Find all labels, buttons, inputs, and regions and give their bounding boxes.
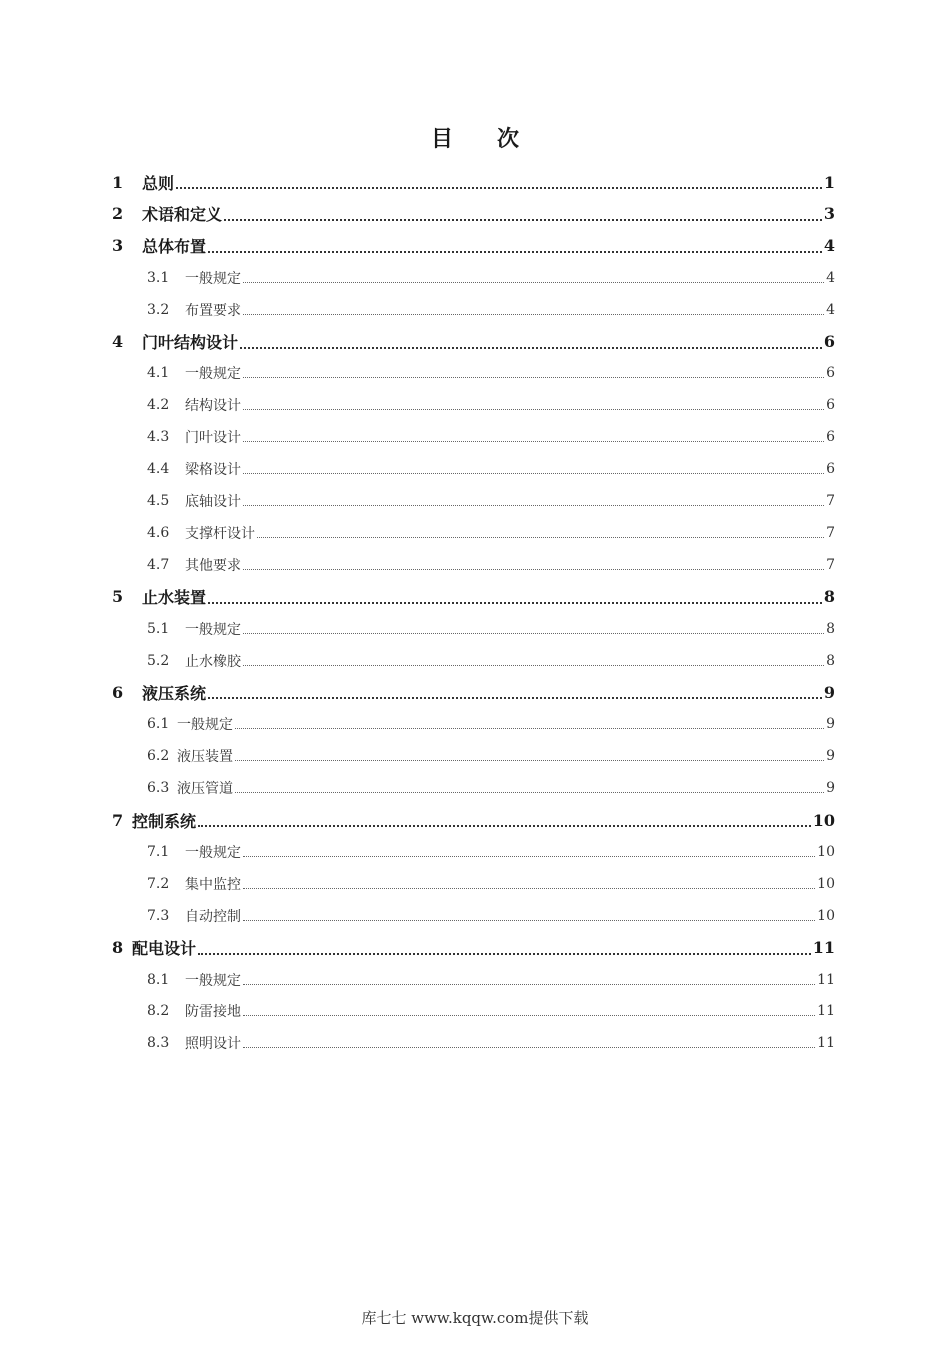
- toc-entry-number: 4.4: [147, 461, 170, 478]
- toc-entry-number: 4.5: [147, 493, 170, 509]
- toc-entry-number: 5.1: [147, 620, 170, 637]
- toc-leader-dots: [198, 953, 811, 955]
- toc-entry: [0, 708, 950, 740]
- toc-entry-number: 7: [112, 810, 124, 830]
- toc-entry: [0, 676, 950, 708]
- toc-entry-title: 液压管道: [177, 781, 233, 798]
- toc-entry-page: 10: [817, 907, 835, 924]
- toc-entry-page: 11: [817, 1003, 835, 1020]
- toc-entry-title: 止水装置: [142, 588, 207, 608]
- toc-entry-page: 9: [823, 682, 835, 702]
- toc-entry: [0, 804, 950, 836]
- toc-entry-number: 4.6: [147, 524, 170, 541]
- toc-entry-number: 3: [112, 236, 124, 256]
- toc-entry-page: 11: [817, 1035, 835, 1052]
- toc-leader-dots: [243, 409, 824, 410]
- toc-entry-number: 4.2: [147, 397, 170, 414]
- toc-entry: [0, 294, 950, 326]
- toc-leader-dots: [243, 888, 815, 889]
- toc-entry-number: 4.1: [147, 365, 170, 382]
- toc-entry-title: 门叶结构设计: [142, 333, 239, 352]
- title-part-1: 目: [430, 126, 453, 152]
- toc-entry-title: 一般规定: [177, 717, 233, 734]
- toc-entry-number: 4.7: [147, 556, 170, 573]
- toc-entry-title: 防雷接地: [185, 1004, 241, 1021]
- toc-entry: [0, 453, 950, 485]
- toc-entry-page: 6: [826, 397, 835, 414]
- toc-entry-title: 一般规定: [185, 972, 241, 989]
- toc-entry-title: 一般规定: [185, 366, 241, 383]
- toc-entry: [0, 198, 950, 230]
- toc-entry-page: 8: [823, 587, 835, 607]
- toc-entry-number: 6.3: [147, 780, 170, 797]
- toc-leader-dots: [235, 760, 824, 761]
- toc-entry-title: 总则: [142, 173, 175, 193]
- toc-entry-page: 7: [826, 524, 835, 541]
- toc-entry-page: 9: [826, 748, 835, 765]
- toc-entry-number: 4.3: [147, 429, 170, 446]
- toc-entry-number: 3.2: [147, 301, 170, 318]
- toc-entry-page: 3: [823, 204, 835, 224]
- toc-entry-page: 11: [812, 938, 835, 958]
- toc-leader-dots: [235, 792, 824, 793]
- toc-leader-dots: [243, 505, 824, 506]
- toc-leader-dots: [224, 219, 822, 221]
- toc-entry: [0, 230, 950, 262]
- toc-leader-dots: [243, 569, 824, 570]
- toc-leader-dots: [243, 1015, 815, 1016]
- toc-entry-title: 底轴设计: [185, 494, 241, 510]
- toc-entry-page: 1: [823, 172, 835, 192]
- toc-leader-dots: [243, 441, 824, 442]
- toc-entry-title: 自动控制: [185, 908, 241, 925]
- toc-entry-number: 5: [112, 587, 124, 607]
- toc-entry-title: 梁格设计: [185, 462, 241, 479]
- toc-entry-page: 6: [826, 461, 835, 478]
- toc-entry-page: 10: [812, 810, 835, 830]
- toc-entry: [0, 549, 950, 581]
- toc-leader-dots: [235, 728, 824, 729]
- page-title: [0, 122, 950, 153]
- toc-leader-dots: [243, 314, 824, 315]
- footer-text: 库七七 www.kqqw.com提供下载: [361, 1309, 589, 1327]
- toc-leader-dots: [208, 697, 822, 699]
- toc-entry-page: 10: [817, 875, 835, 892]
- toc-entry: [0, 389, 950, 421]
- toc-entry: [0, 995, 950, 1027]
- toc-entry: [0, 517, 950, 549]
- toc-entry: [0, 262, 950, 294]
- title-part-2: 次: [497, 126, 520, 152]
- toc-entry-title: 结构设计: [185, 398, 241, 415]
- toc-entry-page: 11: [817, 971, 835, 988]
- toc-leader-dots: [208, 251, 822, 253]
- toc-entry-number: 3.1: [147, 269, 170, 286]
- toc-entry-page: 7: [826, 556, 835, 573]
- toc-entry-number: 1: [112, 172, 124, 192]
- toc-entry-title: 液压装置: [177, 749, 233, 766]
- toc-leader-dots: [240, 347, 822, 349]
- toc-leader-dots: [243, 473, 824, 474]
- toc-entry-number: 4: [112, 332, 124, 351]
- toc-entry-title: 控制系统: [132, 811, 197, 831]
- toc-entry: [0, 357, 950, 389]
- toc-entry-title: 配电设计: [132, 939, 197, 959]
- toc-leader-dots: [243, 920, 815, 921]
- toc-entry: [0, 932, 950, 964]
- toc-leader-dots: [176, 187, 822, 189]
- toc-entry-number: 8.2: [147, 1003, 170, 1020]
- toc-entry: [0, 740, 950, 772]
- toc-entry-page: 9: [826, 780, 835, 797]
- toc-entry-title: 止水橡胶: [185, 653, 241, 670]
- toc-entry-page: 6: [823, 332, 835, 351]
- toc-entry: [0, 836, 950, 868]
- toc-leader-dots: [208, 602, 822, 604]
- toc-entry: [0, 1027, 950, 1059]
- toc-entry-page: 8: [826, 652, 835, 669]
- toc-entry-title: 支撑杆设计: [185, 525, 255, 542]
- toc-entry-page: 6: [826, 365, 835, 382]
- toc-entry-page: 9: [826, 716, 835, 733]
- toc-entry-page: 4: [826, 269, 835, 286]
- toc-entry-number: 5.2: [147, 652, 170, 669]
- toc-entry-title: 集中监控: [185, 876, 241, 893]
- toc-entry-title: 液压系统: [142, 683, 207, 703]
- toc-entry-title: 门叶设计: [185, 430, 241, 447]
- toc-entry-title: 照明设计: [185, 1036, 241, 1053]
- toc-entry-page: 7: [826, 493, 835, 509]
- toc-entry: [0, 485, 950, 517]
- toc-entry: [0, 964, 950, 996]
- toc-leader-dots: [243, 1047, 815, 1048]
- toc-leader-dots: [243, 984, 815, 985]
- toc-entry-page: 6: [826, 429, 835, 446]
- toc-entry-title: 一般规定: [185, 621, 241, 638]
- toc-entry: [0, 326, 950, 358]
- toc-leader-dots: [243, 377, 824, 378]
- toc-entry: [0, 613, 950, 645]
- toc-entry-title: 其他要求: [185, 557, 241, 574]
- toc-entry-page: 4: [823, 236, 835, 256]
- toc-entry-title: 布置要求: [185, 302, 241, 319]
- toc-entry: [0, 166, 950, 198]
- toc-leader-dots: [243, 633, 824, 634]
- toc-entry-number: 6: [112, 682, 124, 702]
- toc-entry-number: 7.3: [147, 907, 170, 924]
- toc-leader-dots: [257, 537, 824, 538]
- toc-entry-number: 6.2: [147, 748, 170, 765]
- toc-entry-page: 4: [826, 301, 835, 318]
- toc-entry-number: 7.1: [147, 843, 170, 860]
- toc-leader-dots: [243, 856, 815, 857]
- toc-entry-title: 总体布置: [142, 237, 207, 257]
- toc-entry-number: 6.1: [147, 716, 170, 733]
- toc-entry-title: 一般规定: [185, 270, 241, 287]
- toc-entry-number: 7.2: [147, 875, 170, 892]
- toc-entry: [0, 900, 950, 932]
- toc-entry: [0, 581, 950, 613]
- toc-leader-dots: [243, 282, 824, 283]
- toc-leader-dots: [198, 825, 811, 827]
- toc-entry-page: 8: [826, 620, 835, 637]
- toc-leader-dots: [243, 665, 824, 666]
- toc-entry-number: 8: [112, 938, 124, 958]
- toc-entry-page: 10: [817, 843, 835, 860]
- toc-entry-title: 术语和定义: [142, 205, 223, 225]
- toc-entry: [0, 772, 950, 804]
- toc-entry-number: 8.3: [147, 1035, 170, 1052]
- toc-entry: [0, 421, 950, 453]
- toc-entry-number: 8.1: [147, 971, 170, 988]
- toc-entry-number: 2: [112, 204, 124, 224]
- toc-entry: [0, 868, 950, 900]
- toc-entry-title: 一般规定: [185, 844, 241, 861]
- toc-entry: [0, 645, 950, 677]
